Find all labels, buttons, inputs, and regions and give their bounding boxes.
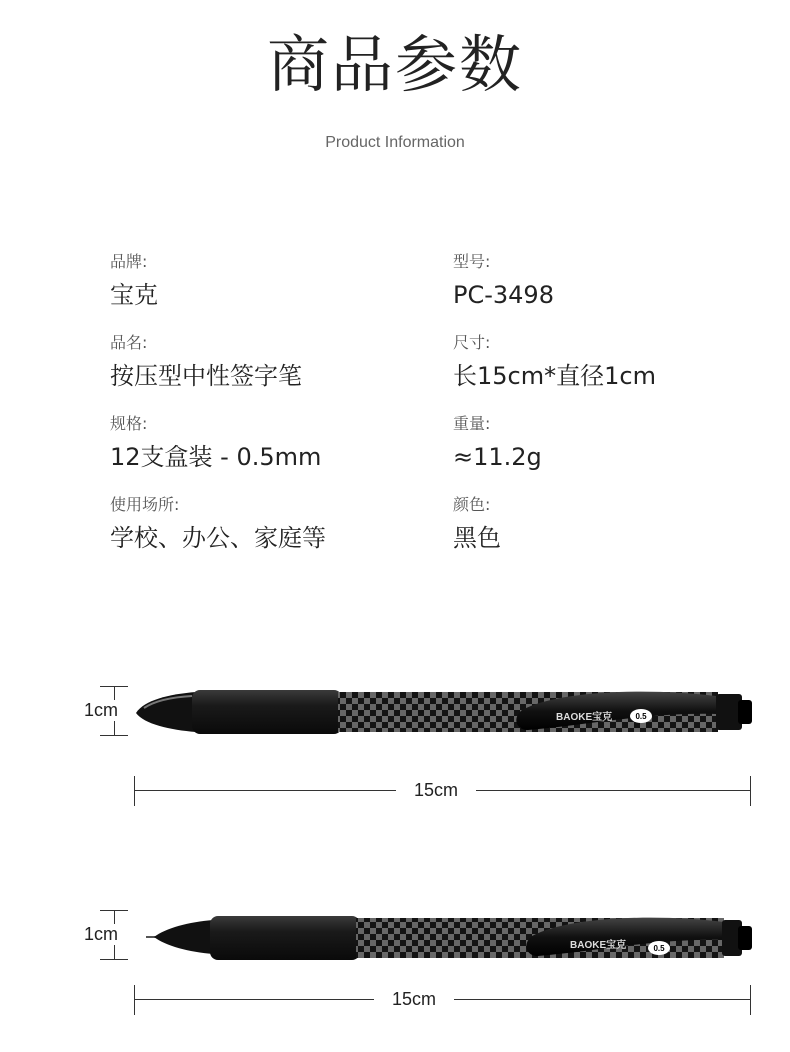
param-value: 按压型中性签字笔: [110, 362, 302, 390]
param-value: PC-3498: [453, 281, 554, 309]
page-subtitle: Product Information: [325, 134, 465, 151]
param-value: 学校、办公、家庭等: [110, 524, 326, 552]
param-label: 型号:: [453, 252, 491, 271]
param-color: [453, 495, 501, 553]
length-marker: [134, 985, 751, 1015]
param-value: 12支盒装 - 0.5mm: [110, 443, 322, 471]
param-label: 规格:: [110, 414, 148, 433]
param-product-name: [110, 333, 302, 391]
param-model: [453, 252, 554, 310]
param-value: 黑色: [453, 524, 501, 552]
param-spec: [110, 414, 321, 472]
length-marker: [134, 776, 751, 806]
brand-print: BAOKE宝克: [570, 940, 627, 951]
param-value: 宝克: [110, 281, 158, 309]
diameter-label: 1cm: [84, 924, 119, 944]
pen-image-retracted: [130, 680, 760, 750]
length-label: 15cm: [374, 989, 454, 1010]
param-label: 重量:: [453, 414, 491, 433]
param-value: 长15cm*直径1cm: [453, 362, 656, 390]
param-brand: [110, 252, 158, 310]
param-usage: [110, 495, 326, 553]
pen-image-extended: [130, 904, 760, 974]
param-value: ≈11.2g: [453, 443, 542, 471]
diameter-label: 1cm: [84, 700, 119, 720]
page-title: 商品参数: [266, 28, 523, 101]
param-label: 品名:: [110, 333, 148, 352]
param-label: 颜色:: [453, 495, 491, 514]
param-size: [453, 333, 656, 391]
param-weight: [453, 414, 542, 472]
param-label: 品牌:: [110, 252, 148, 271]
param-label: 尺寸:: [453, 333, 491, 352]
param-label: 使用场所:: [110, 495, 180, 514]
brand-print: BAOKE宝克: [556, 712, 613, 723]
tip-size-print: 0.5: [635, 712, 647, 721]
length-label: 15cm: [396, 780, 476, 801]
tip-size-print: 0.5: [653, 944, 665, 953]
